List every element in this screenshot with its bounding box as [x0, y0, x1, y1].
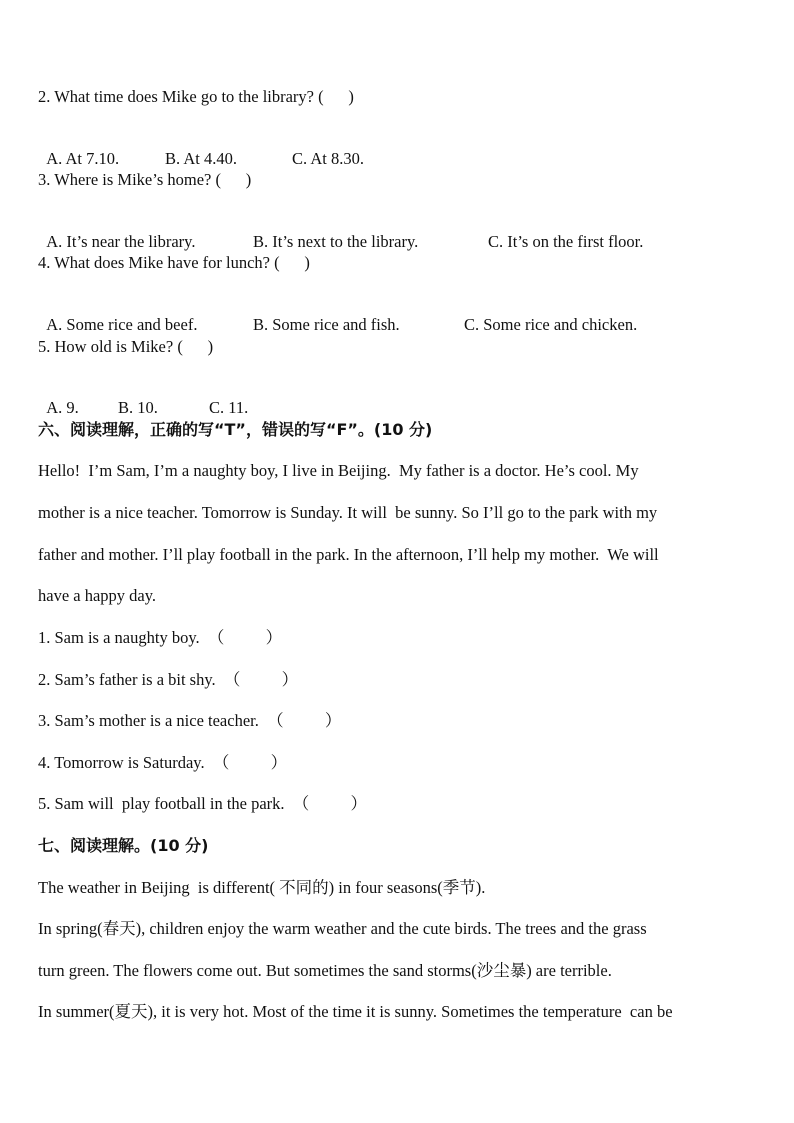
option-b: B. At 4.40.: [165, 149, 237, 168]
section-7-passage-line: The weather in Beijing is different( 不同的) in four seasons(季节).: [38, 878, 486, 897]
section-6-passage-line: Hello! I’m Sam, I’m a naughty boy, I live in Beijing. My father is a doctor. He’s cool. My: [38, 461, 639, 480]
section-7-passage-line: In spring(春天), children enjoy the warm weather and the cute birds. The trees and the grass: [38, 919, 647, 938]
option-c: C. It’s on the first floor.: [488, 232, 644, 251]
option-b: B. 10.: [118, 398, 158, 417]
option-c: C. 11.: [209, 398, 249, 417]
option-b: B. Some rice and fish.: [253, 315, 400, 334]
section-7-passage-line: In summer(夏天), it is very hot. Most of the time it is sunny. Sometimes the temperature can be: [38, 1002, 673, 1021]
section-7-heading: 七、阅读理解。(10 分): [38, 836, 209, 855]
question-4-options: [38, 295, 638, 335]
option-c: C. Some rice and chicken.: [464, 315, 638, 334]
question-3: 3. Where is Mike’s home? ( ): [38, 170, 252, 189]
tf-statement-4: 4. Tomorrow is Saturday. （ ）: [38, 753, 288, 772]
section-7-passage-line: turn green. The flowers come out. But sometimes the sand storms(沙尘暴) are terrible.: [38, 961, 612, 980]
question-2-options: [38, 129, 364, 169]
section-6-heading: 六、阅读理解，正确的写“T”，错误的写“F”。(10 分): [38, 420, 433, 439]
tf-statement-1: 1. Sam is a naughty boy. （ ）: [38, 628, 283, 647]
option-a: A. It’s near the library.: [46, 232, 196, 251]
question-5-options: [38, 378, 249, 418]
option-a: A. Some rice and beef.: [46, 315, 198, 334]
section-6-passage-line: mother is a nice teacher. Tomorrow is Sunday. It will be sunny. So I’ll go to the park with my: [38, 503, 658, 522]
question-2: 2. What time does Mike go to the library? ( ): [38, 87, 354, 106]
question-3-options: [38, 212, 644, 252]
question-4: 4. What does Mike have for lunch? ( ): [38, 253, 310, 272]
tf-statement-3: 3. Sam’s mother is a nice teacher. （ ）: [38, 711, 342, 730]
option-c: C. At 8.30.: [292, 149, 364, 168]
option-a: A. At 7.10.: [46, 149, 120, 168]
question-5: 5. How old is Mike? ( ): [38, 337, 214, 356]
section-6-passage-line: father and mother. I’ll play football in the park. In the afternoon, I’ll help my mother. We will: [38, 545, 659, 564]
option-b: B. It’s next to the library.: [253, 232, 419, 251]
tf-statement-5: 5. Sam will play football in the park. （ ）: [38, 794, 368, 813]
option-a: A. 9.: [46, 398, 79, 417]
section-6-passage-line: have a happy day.: [38, 586, 157, 605]
tf-statement-2: 2. Sam’s father is a bit shy. （ ）: [38, 670, 299, 689]
